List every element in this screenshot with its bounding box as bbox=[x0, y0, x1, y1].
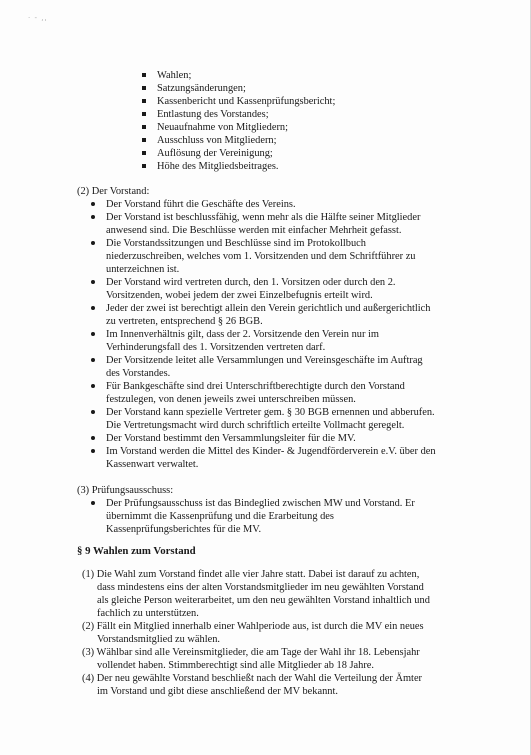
vorstand-line: Verhinderungsfall des 1. Vorsitzenden vertreten darf. bbox=[106, 342, 326, 353]
top-list-item: Neuaufnahme von Mitgliedern; bbox=[157, 122, 288, 133]
section-heading-vorstand: (2) Der Vorstand: bbox=[77, 186, 150, 197]
wahlen-line: vollendet haben. Stimmberechtigt sind alle Mitglieder ab 18 Jahre. bbox=[97, 660, 375, 671]
top-list-item: Wahlen; bbox=[157, 70, 192, 81]
vorstand-line: Der Vorstand bestimmt den Versammlungsleiter für die MV. bbox=[106, 433, 356, 444]
vorstand-line: Für Bankgeschäfte sind drei Unterschriftberechtigte durch den Vorstand bbox=[106, 381, 405, 392]
wahlen-line: als gleiche Person weiterarbeitet, um den neu gewählten Vorstand inhaltlich und bbox=[97, 595, 430, 606]
vorstand-line: Die Vertretungsmacht wird durch schriftlich erteilte Vollmacht geregelt. bbox=[106, 420, 405, 431]
wahlen-line: (1) Die Wahl zum Vorstand findet alle vier Jahre statt. Dabei ist darauf zu achten, bbox=[82, 569, 420, 580]
wahlen-line: im Vorstand und gibt diese anschließend der MV bekannt. bbox=[97, 686, 338, 697]
wahlen-line: Vorstandsmitglied zu wählen. bbox=[97, 634, 221, 645]
scan-artifact: · - ,, bbox=[28, 14, 48, 22]
vorstand-line: Der Vorstand führt die Geschäfte des Vereins. bbox=[106, 199, 296, 210]
vorstand-line: Die Vorstandssitzungen und Beschlüsse sind im Protokollbuch bbox=[106, 238, 366, 249]
top-list-item: Entlastung des Vorstandes; bbox=[157, 109, 269, 120]
wahlen-line: fachlich zu unterstützen. bbox=[97, 608, 199, 619]
vorstand-line: Kassenwart verwaltet. bbox=[106, 459, 199, 470]
vorstand-line: Der Vorsitzende leitet alle Versammlungen und Vereinsgeschäfte im Auftrag bbox=[106, 355, 423, 366]
section-heading-wahlen: § 9 Wahlen zum Vorstand bbox=[77, 545, 196, 557]
wahlen-line: (3) Wählbar sind alle Vereinsmitglieder, die am Tage der Wahl ihr 18. Lebensjahr bbox=[82, 647, 420, 658]
pruefung-line: Kassenprüfungsberichtes für die MV. bbox=[106, 524, 262, 535]
top-list-item: Auflösung der Vereinigung; bbox=[157, 148, 273, 159]
vorstand-line: Jeder der zwei ist berechtigt allein den Verein gerichtlich und außergerichtlich bbox=[106, 303, 431, 314]
pruefung-line: Der Prüfungsausschuss ist das Bindeglied zwischen MW und Vorstand. Er bbox=[106, 498, 415, 509]
vorstand-line: Vorsitzenden, wobei jedem der zwei Einzelbefugnis erteilt wird. bbox=[106, 290, 373, 301]
vorstand-line: niederzuschreiben, welches vom 1. Vorsitzenden und dem Schriftführer zu bbox=[106, 251, 416, 262]
vorstand-line: zu vertreten, entsprechend § 26 BGB. bbox=[106, 316, 263, 327]
vorstand-line: unterzeichnen ist. bbox=[106, 264, 180, 275]
top-list-item: Kassenbericht und Kassenprüfungsbericht; bbox=[157, 96, 336, 107]
top-list-item: Satzungsänderungen; bbox=[157, 83, 246, 94]
top-list-item: Ausschluss von Mitgliedern; bbox=[157, 135, 277, 146]
vorstand-line: festzulegen, von denen jeweils zwei unterschreiben müssen. bbox=[106, 394, 356, 405]
vorstand-line: anwesend sind. Die Beschlüsse werden mit einfacher Mehrheit gefasst. bbox=[106, 225, 402, 236]
vorstand-line: Der Vorstand kann spezielle Vertreter gem. § 30 BGB ernennen und abberufen. bbox=[106, 407, 435, 418]
wahlen-line: dass mindestens eins der alten Vorstandsmitglieder im neu gewählten Vorstand bbox=[97, 582, 424, 593]
wahlen-line: (2) Fällt ein Mitglied innerhalb einer Wahlperiode aus, ist durch die MV ein neues bbox=[82, 621, 424, 632]
pruefung-line: übernimmt die Kassenprüfung und die Erarbeitung des bbox=[106, 511, 334, 522]
vorstand-line: Der Vorstand ist beschlussfähig, wenn mehr als die Hälfte seiner Mitglieder bbox=[106, 212, 421, 223]
top-list-item: Höhe des Mitgliedsbeitrages. bbox=[157, 161, 279, 172]
vorstand-line: Im Vorstand werden die Mittel des Kinder- & Jugendförderverein e.V. über den bbox=[106, 446, 436, 457]
vorstand-line: des Vorstandes. bbox=[106, 368, 171, 379]
vorstand-line: Im Innenverhältnis gilt, dass der 2. Vorsitzende den Verein nur im bbox=[106, 329, 379, 340]
wahlen-line: (4) Der neu gewählte Vorstand beschließt nach der Wahl die Verteilung der Ämter bbox=[82, 673, 423, 684]
section-heading-pruefung: (3) Prüfungsausschuss: bbox=[77, 485, 174, 496]
vorstand-line: Der Vorstand wird vertreten durch, den 1. Vorsitzen oder durch den 2. bbox=[106, 277, 396, 288]
